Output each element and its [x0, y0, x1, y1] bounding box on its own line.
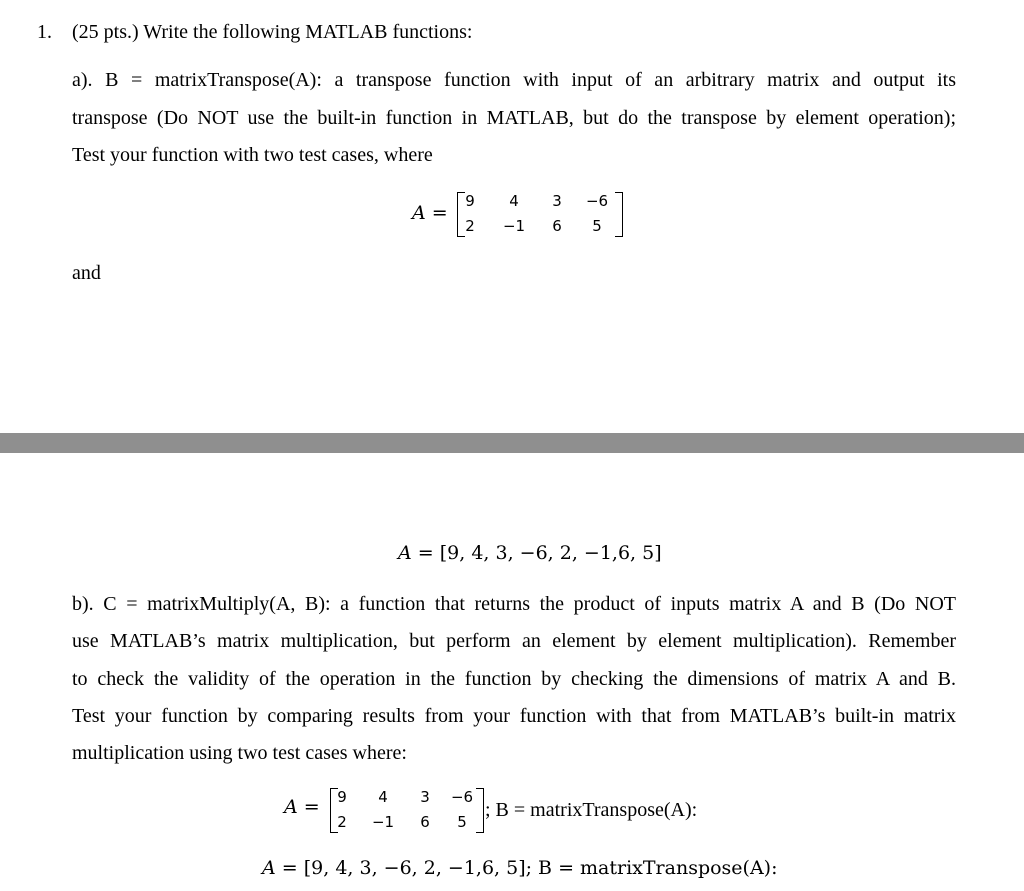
vector-values: = [9, 4, 3, −6, 2, −1,6, 5]: [411, 542, 662, 564]
matrix-cell: 4: [378, 788, 388, 806]
matrix-cell: 6: [552, 217, 562, 235]
matrix-cell: 2: [337, 813, 347, 831]
part-b-line-5: multiplication using two test cases where:: [72, 742, 407, 764]
matrix-cell: 3: [420, 788, 430, 806]
matrix-cell: 9: [465, 192, 475, 210]
question-number: 1.: [37, 21, 52, 43]
matrix-cell: 5: [592, 217, 602, 235]
part-a-line-2: transpose (Do NOT use the built-in function in MATLAB, but do the transpose by element operation);: [72, 107, 956, 129]
matrix-cell: −1: [502, 217, 526, 235]
part-b-line-2: use MATLAB’s matrix multiplication, but perform an element by element multiplication). Remember: [72, 630, 956, 652]
matrix-suffix: ; B = matrixTranspose(A):: [485, 799, 698, 821]
part-a-vector: [398, 542, 662, 564]
matrix-cell: −6: [450, 788, 474, 806]
part-b-line-1: b). C = matrixMultiply(A, B): a function that returns the product of inputs matrix A and B (Do NOT: [72, 593, 956, 615]
matrix-cell: −1: [371, 813, 395, 831]
page-divider: [0, 433, 1024, 453]
matrix-right-bracket: [476, 788, 484, 833]
matrix-right-bracket: [615, 192, 623, 237]
vector-label: A: [262, 857, 276, 879]
matrix-cell: 2: [465, 217, 475, 235]
vector-label: A: [398, 542, 412, 564]
part-b-line-3: to check the validity of the operation in the function by checking the dimensions of matrix A and B.: [72, 668, 956, 690]
part-b-line-4: Test your function by comparing results from your function with that from MATLAB’s built-in matrix: [72, 705, 956, 727]
matrix-cell: 6: [420, 813, 430, 831]
matrix-cell: −6: [585, 192, 609, 210]
matrix-cell: 3: [552, 192, 562, 210]
and-text: and: [72, 262, 101, 284]
vector-values: = [9, 4, 3, −6, 2, −1,6, 5]; B = matrixTranspose(A):: [275, 857, 778, 879]
part-a-line-1: a). B = matrixTranspose(A): a transpose function with input of an arbitrary matrix and output its: [72, 69, 956, 91]
matrix-cell: 4: [509, 192, 519, 210]
part-b-vector: [262, 857, 778, 879]
matrix-label: A =: [284, 796, 320, 818]
part-a-line-3: Test your function with two test cases, where: [72, 144, 433, 166]
matrix-cell: 5: [457, 813, 467, 831]
matrix-cell: 9: [337, 788, 347, 806]
question-heading: (25 pts.) Write the following MATLAB functions:: [72, 21, 473, 43]
matrix-label: A =: [412, 202, 448, 224]
